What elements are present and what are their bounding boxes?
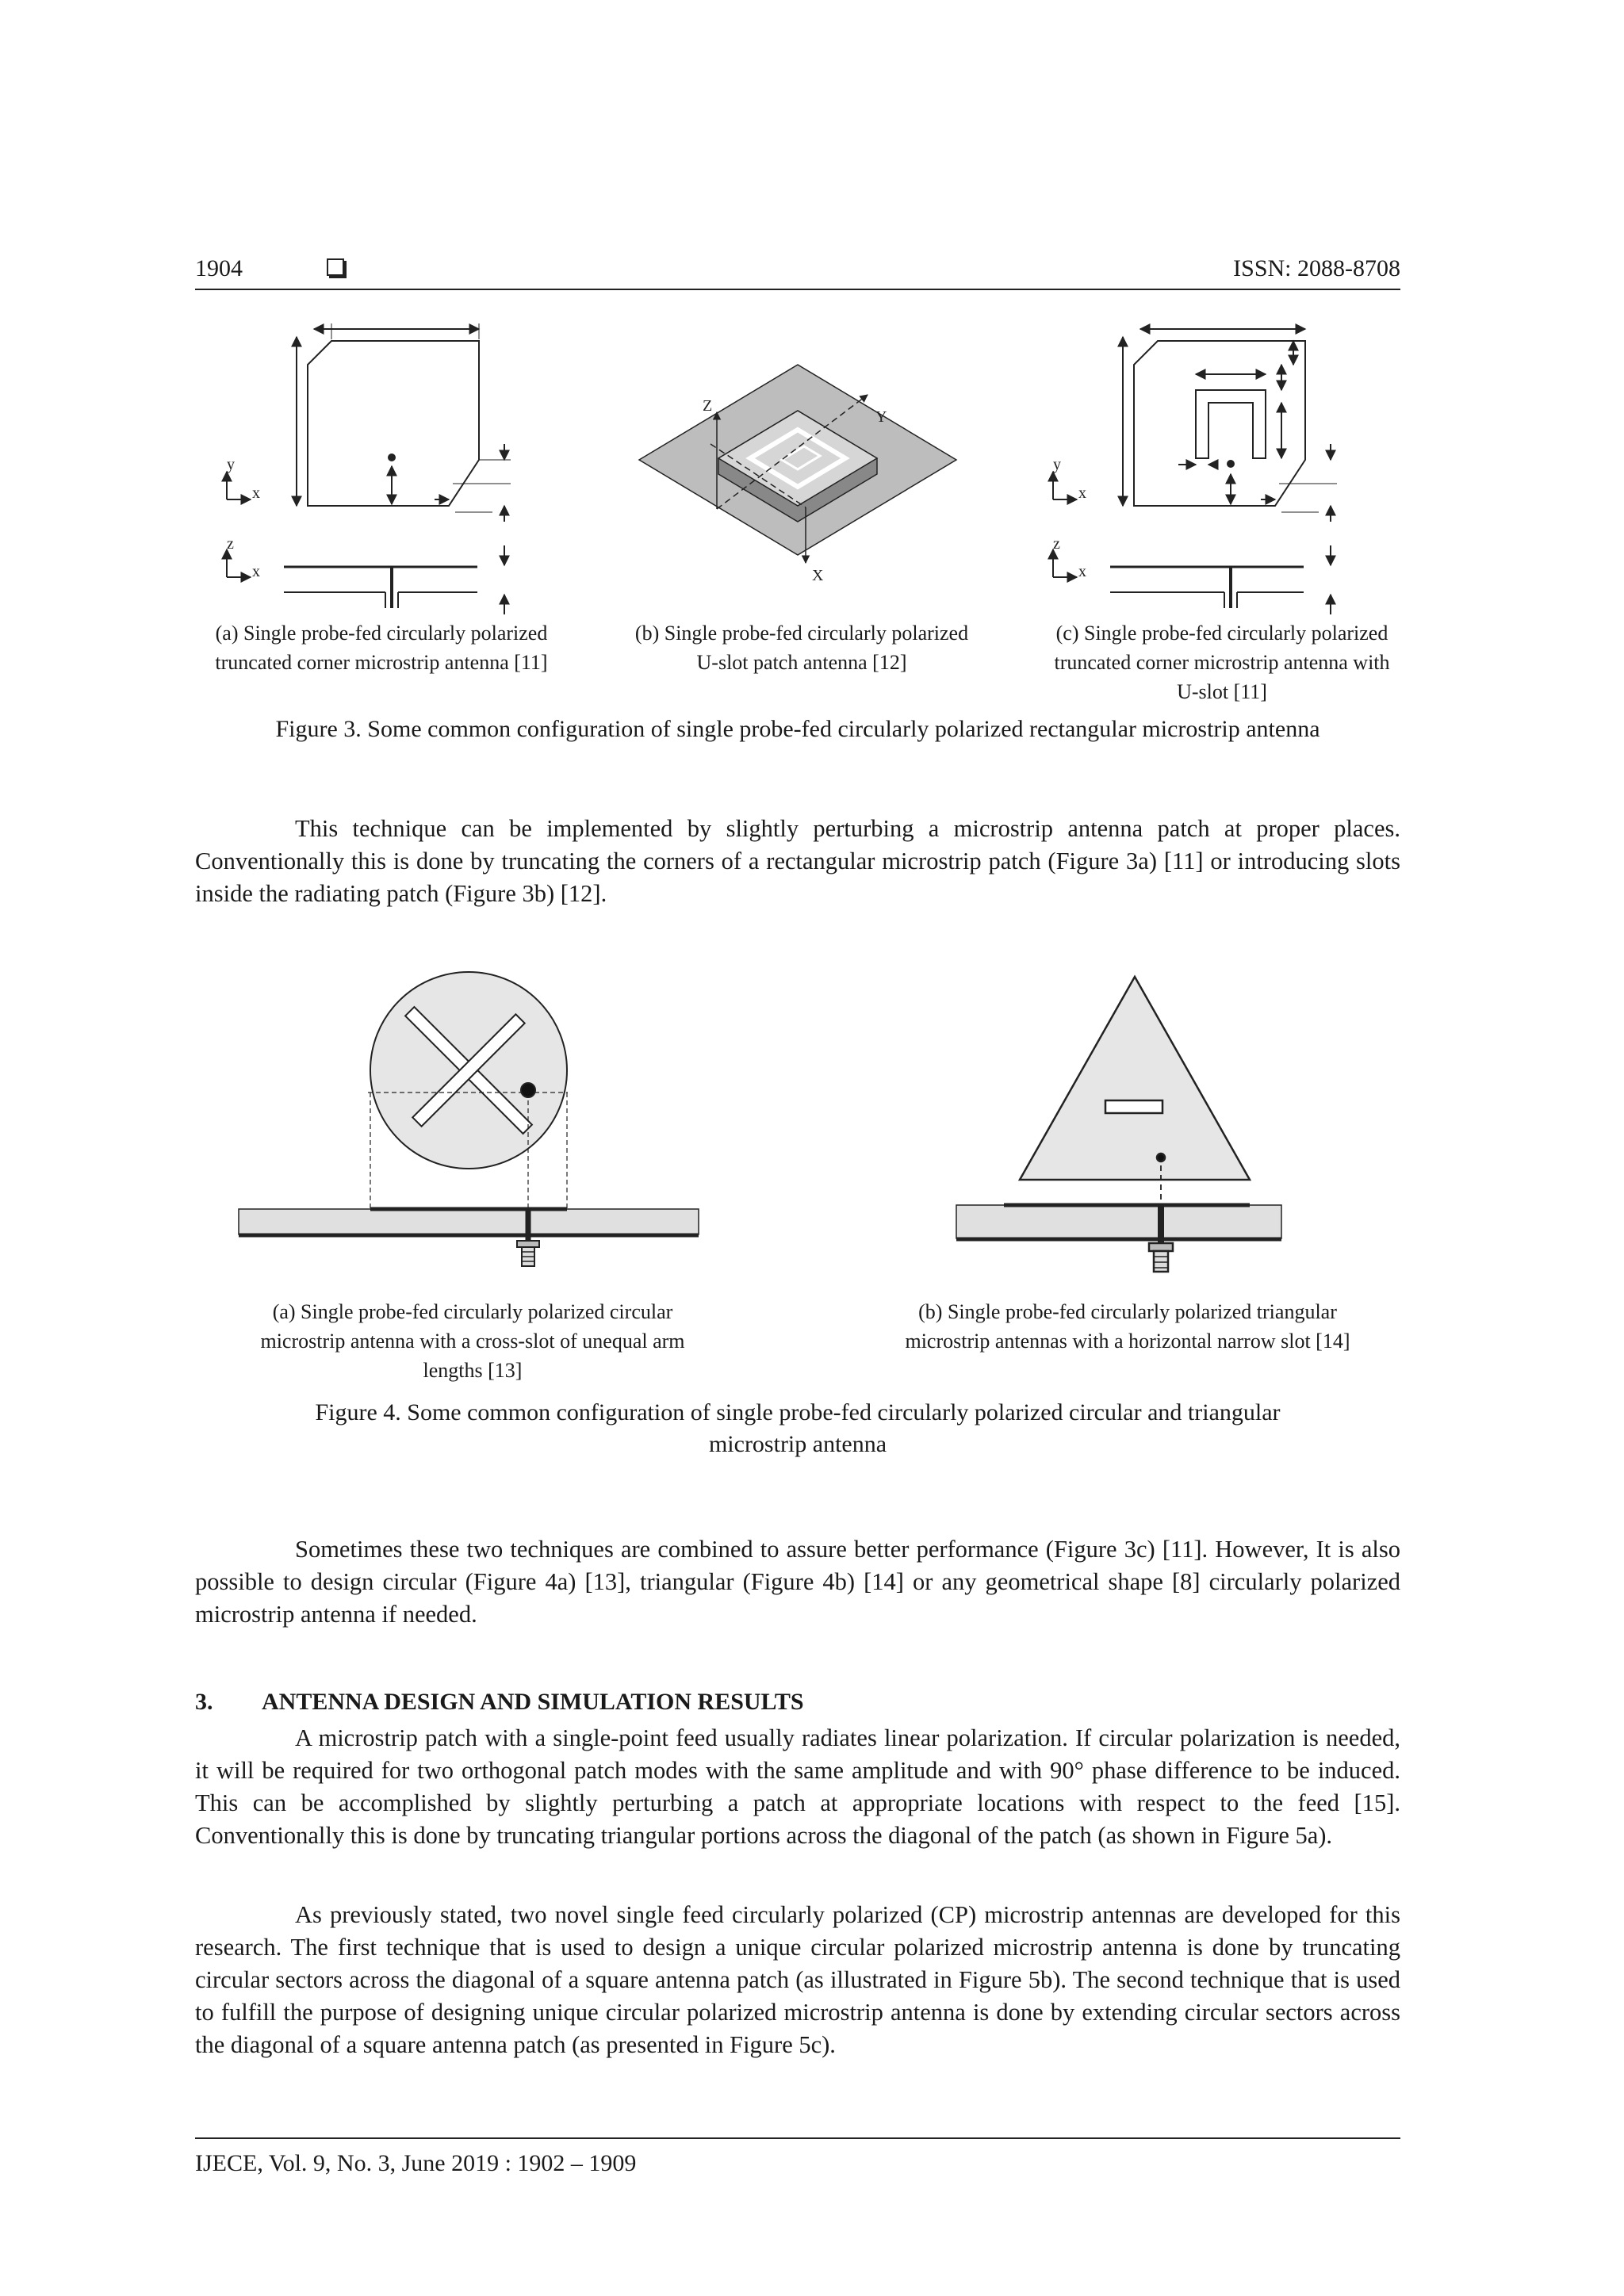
figure4-caption: Figure 4. Some common configuration of single probe-fed circularly polarized circular and triangular microstrip antenna [315, 1399, 1281, 1457]
axis-label-z: z [227, 535, 234, 553]
figure3c-diagram [1053, 329, 1337, 614]
paragraph-1: This technique can be implemented by slightly perturbing a microstrip antenna patch at proper places. Conventionally this is done by truncating the corners of a rectangular microstrip patch (Figure 3a) [11] or introducing slots inside the radiating patch (Figure 3b) [12]. [195, 815, 1400, 907]
journal-issn: ISSN: 2088-8708 [1233, 255, 1400, 281]
axis-label-x2: x [1078, 563, 1086, 580]
feed-point [1157, 1154, 1165, 1161]
header-rule [195, 289, 1400, 290]
figure3b-caption: (b) Single probe-fed circularly polarized U-slot patch antenna [12] [634, 622, 969, 674]
figure3a-diagram [227, 323, 511, 614]
axis-label-y: y [227, 456, 235, 473]
figure3b-diagram [639, 365, 956, 584]
section-title: ANTENNA DESIGN AND SIMULATION RESULTS [262, 1689, 804, 1715]
square-box-icon [327, 258, 344, 276]
figure3a-caption: (a) Single probe-fed circularly polarized truncated corner microstrip antenna [11] [215, 622, 548, 674]
triangular-patch [1020, 977, 1250, 1180]
substrate [239, 1209, 699, 1234]
axis-label-y: y [1053, 456, 1061, 473]
axis-label-x: X [812, 567, 824, 584]
figure4b-diagram [956, 977, 1281, 1272]
axis-label-z: Z [703, 397, 713, 415]
section-number: 3. [195, 1689, 213, 1715]
figure4a-caption: (a) Single probe-fed circularly polarized circular microstrip antenna with a cross-slot of unequal arm lengths [13] [260, 1300, 685, 1382]
feed-point [521, 1083, 535, 1097]
paragraph-3: A microstrip patch with a single-point feed usually radiates linear polarization. If circular polarization is needed, it will be required for two orthogonal patch modes with the same amplitude and with 90° phase difference to be induced. This can be accomplished by slightly perturbing a patch at appropriate locations with respect to the feed [15]. Conventionally this is done by truncating triangular portions across the diagonal of the patch (as shown in Figure 5a). [195, 1724, 1400, 1849]
paragraph-4: As previously stated, two novel single feed circularly polarized (CP) microstrip antennas are developed for this research. The first technique that is used to design a unique circular polarized microstrip antenna is done by truncating circular sectors across the diagonal of a square antenna patch (as illustrated in Figure 5b). The second technique that is used to fulfill the purpose of designing unique circular polarized microstrip antenna is done by extending circular sectors across the diagonal of a square antenna patch (as presented in Figure 5c). [195, 1901, 1400, 2058]
truncated-corner-patch [1134, 341, 1305, 506]
figure4-diagrams [195, 967, 1400, 1276]
truncated-corner-patch [308, 341, 479, 506]
figure3-diagrams [195, 301, 1400, 618]
axis-label-x2: x [252, 563, 260, 580]
feed-point [389, 454, 395, 461]
coax-connector-icon [1154, 1251, 1168, 1272]
axis-label-y: Y [875, 408, 887, 426]
narrow-slot [1105, 1100, 1162, 1113]
figure4a-diagram [239, 967, 699, 1266]
footer-rule [195, 2137, 1400, 2139]
paragraph-2: Sometimes these two techniques are combined to assure better performance (Figure 3c) [11]. However, It is also possible to design circular (Figure 4a) [13], triangular (Figure 4b) [14] or any geometrical shape [8] circularly polarized microstrip antenna if needed. [195, 1536, 1400, 1628]
figure4b-caption: (b) Single probe-fed circularly polarized triangular microstrip antennas with a horizontal narrow slot [14] [905, 1300, 1350, 1353]
axis-label-x: x [1078, 484, 1086, 502]
substrate [956, 1205, 1281, 1238]
axis-label-x: x [252, 484, 260, 502]
page-number: 1904 [195, 255, 243, 281]
footer-citation: IJECE, Vol. 9, No. 3, June 2019 : 1902 – 1909 [195, 2150, 637, 2176]
axis-label-z: z [1053, 535, 1060, 553]
feed-point [1228, 461, 1234, 467]
figure3c-caption: (c) Single probe-fed circularly polarized truncated corner microstrip antenna with U-slot [11] [1054, 622, 1390, 703]
figure3-caption: Figure 3. Some common configuration of single probe-fed circularly polarized rectangular microstrip antenna [275, 716, 1320, 742]
